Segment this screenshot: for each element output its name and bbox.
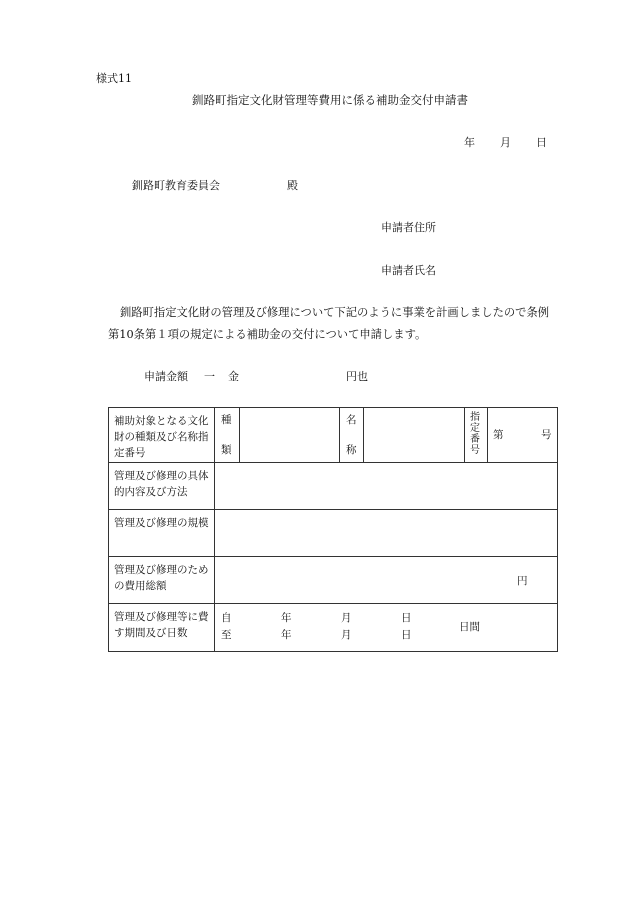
amount-dash: 一 [204, 370, 215, 383]
applicant-address-label: 申請者住所 [381, 221, 436, 234]
period-to-day: 日 [401, 629, 412, 641]
date-year: 年 [464, 136, 475, 149]
period-from-day: 日 [401, 612, 412, 624]
table-row-cultural-property [109, 408, 557, 462]
type-label-top: 種 [221, 414, 232, 426]
type-label-bottom: 類 [221, 444, 232, 456]
number-prefix: 第 [493, 429, 504, 441]
table-row-content [109, 462, 557, 509]
period-label: 管理及び修理等に費す期間及び日数 [109, 604, 215, 651]
table-row-scale [109, 509, 557, 556]
period-days: 日間 [459, 621, 480, 633]
period-to-month: 月 [341, 629, 352, 641]
amount-kin: 金 [228, 370, 239, 383]
period-from: 自 [221, 612, 232, 624]
amount-label: 申請金額 [144, 370, 188, 383]
total-cost-value[interactable] [219, 561, 509, 599]
period-from-month: 月 [341, 612, 352, 624]
application-table [108, 407, 558, 652]
name-label-top: 名 [346, 414, 357, 426]
table-row-total-cost [109, 556, 557, 603]
period-to: 至 [221, 629, 232, 641]
period-to-year: 年 [281, 629, 292, 641]
name-label-bottom: 称 [346, 444, 357, 456]
addressee-honorific: 殿 [287, 179, 298, 192]
form-number: 様式11 [96, 72, 132, 85]
name-value[interactable] [367, 415, 459, 455]
form-title: 釧路町指定文化財管理等費用に係る補助金交付申請書 [192, 93, 468, 107]
number-suffix: 号 [541, 429, 552, 441]
content-method-label: 管理及び修理の具体的内容及び方法 [109, 463, 215, 509]
cultural-property-label: 補助対象となる文化財の種類及び名称指定番号 [109, 408, 215, 462]
content-method-value[interactable] [219, 467, 549, 505]
scale-label: 管理及び修理の規模 [109, 510, 215, 556]
designation-number-label: 指 定 番 号 [470, 412, 480, 456]
total-cost-yen: 円 [517, 575, 528, 587]
date-day: 日 [536, 136, 547, 149]
scale-value[interactable] [219, 514, 549, 552]
amount-yen: 円也 [346, 370, 368, 383]
table-row-period [109, 603, 557, 651]
type-value[interactable] [243, 415, 335, 455]
body-text-line2: 第10条第１項の規定による補助金の交付について申請します。 [108, 328, 427, 341]
period-from-year: 年 [281, 612, 292, 624]
body-text-line1: 釧路町指定文化財の管理及び修理について下記のように事業を計画しましたので条例 [120, 306, 550, 319]
date-month: 月 [500, 136, 511, 149]
addressee-name: 釧路町教育委員会 [132, 179, 220, 192]
applicant-name-label: 申請者氏名 [381, 264, 436, 277]
total-cost-label: 管理及び修理のための費用総額 [109, 557, 215, 603]
